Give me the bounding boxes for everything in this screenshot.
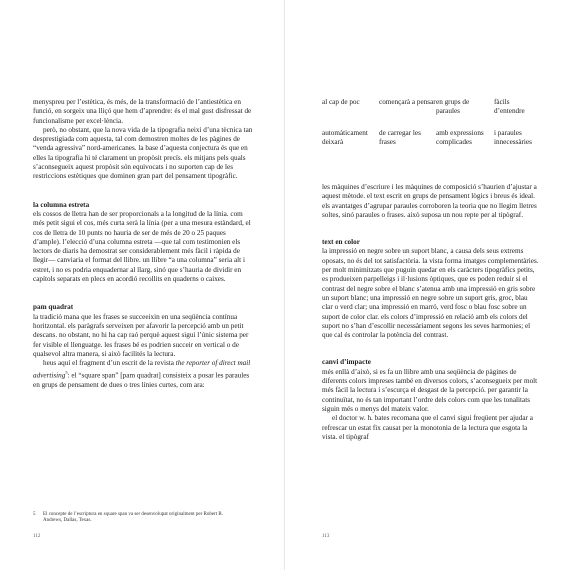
grid-row bbox=[322, 98, 540, 117]
paragraph: la tradició mana que les frases se succeeixin en una seqüència contínua horitzontal. els paràgrafs serveixen per afavorir la percepció amb un petit descans. no obstant, no hi ha cap raó perquè aquest sigui l’únic sistema per fer visible el llenguatge. les frases bé es podrien succeir en vertical o de qualsevol altra manera, si això facilités la lectura. bbox=[33, 312, 249, 358]
section-heading: la columna estreta bbox=[33, 200, 90, 209]
grid-cell: començarà a pensar bbox=[379, 98, 436, 106]
grid-cell: amb expressions complicades bbox=[436, 128, 484, 146]
paragraph: més enllà d’això, si es fa un llibre amb una seqüència de pàgines de diferents colors impreses també en diversos colors, s’aconsegueix per molt més fàcil la lectura i s’escurça el desgast de la percepció. per garantir la continuïtat, no és tan important l’ordre dels colors com que les tonalitats siguin més o menys del mateix valor. bbox=[322, 367, 538, 413]
grid-cell: automàticament deixarà bbox=[322, 128, 368, 146]
section-heading: pam quadrat bbox=[33, 303, 74, 312]
quote-intro: heus aquí el fragment d’un escrit de la revista bbox=[43, 359, 176, 368]
right-column bbox=[322, 183, 540, 442]
footnote-number: 5 bbox=[33, 512, 36, 517]
quote-rest: : el “square span” [pam quadrat] consisteix a posar les paraules en grups de pensament de dues o tres línies curtes, com ara: bbox=[33, 371, 250, 390]
paragraph: la impressió en negre sobre un suport blanc, a causa dels seus extrems oposats, no és del tot satisfactòria. la vista forma imatges complementàries. per molt minimitzats que puguin quedar en els caràcters tipogràfics petits, es produeixen parpelleigs i il·lusions òptiques, que es poden reduir si el contrast del negre sobre el blanc s’atenua amb una impressió en gris sobre un suport blanc; una impressió en negre sobre un suport gris, groc, blau clar o verd clar; una impressió en marró, verd fosc o blau fosc sobre un suport de color clar. els colors d’impressió en relació amb els colors del suport no s’han d’escollir necessàriament segons les seves harmonies; el que cal és controlar la potència del contrast. bbox=[322, 247, 539, 340]
word-group-grid bbox=[322, 98, 540, 159]
paragraph bbox=[33, 359, 255, 390]
paragraph: les màquines d’escriure i les màquines de composició s’haurien d’ajustar a aquest mètode. el text escrit en grups de pensament lògics i breus és ideal. els avantatges d’agrupar paraules corroboren la teoria que no llegim lletres soltes, sinó paraules o frases. això suposa un nou repte per al tipògraf. bbox=[322, 183, 537, 219]
section-heading: canvi d’impacte bbox=[322, 358, 371, 367]
grid-cell: al cap de poc bbox=[322, 98, 360, 106]
grid-cell: en grups de paraules bbox=[436, 98, 470, 116]
footnote-ref[interactable]: 5 bbox=[65, 370, 68, 376]
paragraph: el doctor w. h. bates recomana que el canvi sigui freqüent per ajudar a refrescar un estat fix causat per la monotonia de la lectura que esgota la vista. el tipògraf bbox=[322, 414, 533, 441]
paragraph: els cossos de lletra han de ser proporcionals a la longitud de la línia. com més petit sigui el cos, més curta serà la línia (per a una mesura estàndard, el cos de lletra de 10 punts no hauria de ser de més de 20 o 25 paques d’ample). l’elecció d’una columna estreta —que tal com testimonien els lectors de diaris ha demostrat ser considerablement més fàcil i ràpida de llegir— canviaria el format del llibre. un llibre “a una columna” seria alt i estret, i no es podria enquadernar al llarg, sinó que s’hauria de dividir en capítols separats en plecs en acordió recollits en quaderns o caixes. bbox=[33, 209, 251, 284]
footnote bbox=[33, 512, 255, 525]
footnote-text: El concepte de l’escriptura en square span va ser desenvolupat originalment per Robert R. Andrews, Dallas, Texas. bbox=[43, 512, 223, 524]
right-page bbox=[285, 0, 570, 570]
grid-cell: fàcils d’entendre bbox=[494, 98, 525, 116]
grid-cell: i paraules innecessàries bbox=[494, 128, 532, 146]
page-number: 113 bbox=[322, 534, 330, 539]
section-heading: text en color bbox=[322, 238, 360, 247]
grid-cell: de carregar les frases bbox=[379, 128, 421, 146]
paragraph: menyspreu per l’estètica, és més, de la transformació de l’antiestètica en funció, en sorgeix una lliçó que hem d’aprendre: és el mal gust disfressat de funcionalisme per excel·lència. bbox=[33, 98, 252, 125]
grid-row bbox=[322, 129, 540, 148]
paragraph: però, no obstant, que la nova vida de la tipografia neixi d’una tècnica tan desprestigiada com aquesta, tal com demostren moltes de les pàgines de “venda agressiva” nord-americanes. la base d’aquesta conjectura és que en elles la tipografia hi té clarament un propòsit precís. els mitjans pels quals s’aconsegueix aquest propòsit són equivocats i no suporten cap de les restriccions estètiques que dominen gran part del pensament tipogràfic. bbox=[33, 125, 253, 181]
left-column bbox=[33, 98, 255, 390]
page-number: 112 bbox=[33, 534, 41, 539]
journal-title: the reporter of direct mail advertising bbox=[33, 359, 251, 380]
